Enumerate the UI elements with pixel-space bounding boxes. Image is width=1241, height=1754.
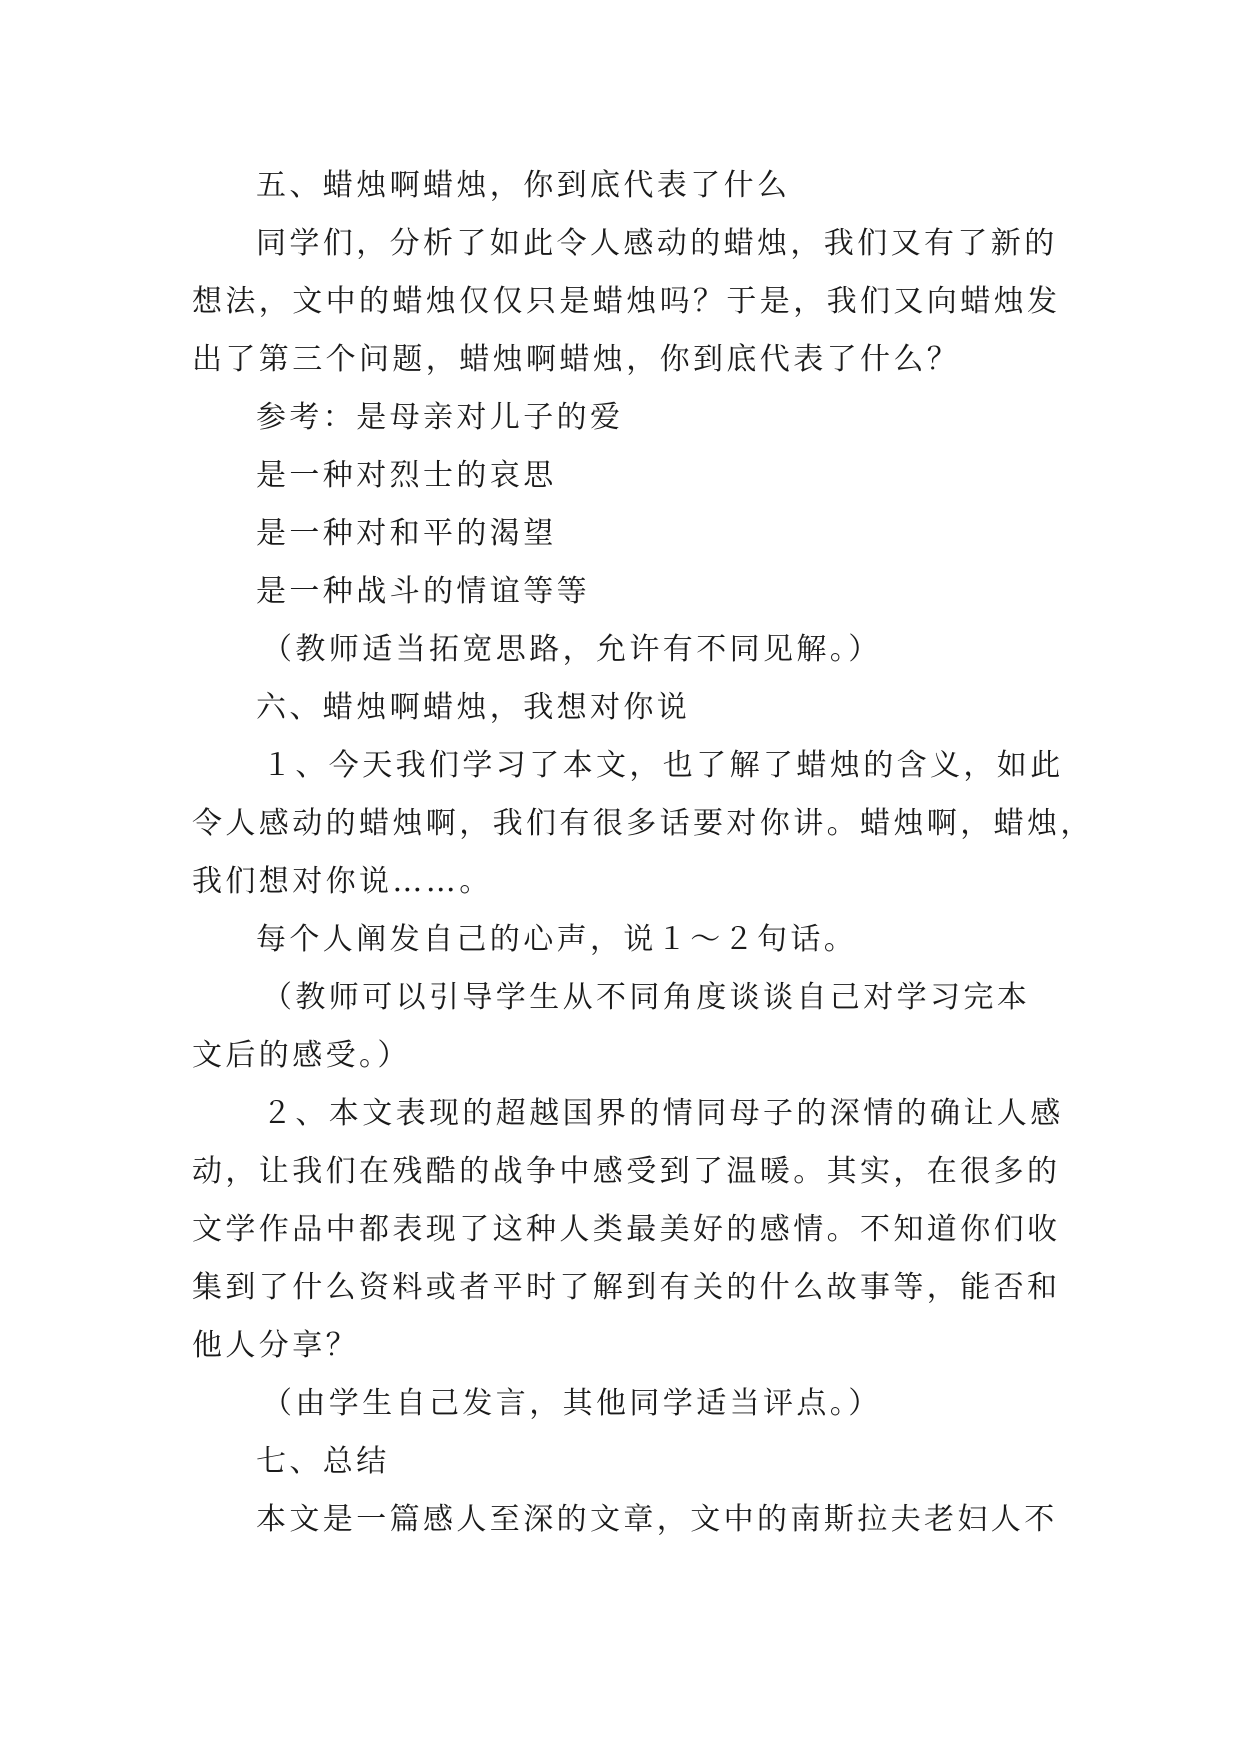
- paragraph-line: 是一种对烈士的哀思: [256, 458, 557, 493]
- paragraph-line: 令人感动的蜡烛啊，我们有很多话要对你讲。蜡烛啊，蜡烛，: [192, 806, 1094, 841]
- paragraph-line: 动，让我们在残酷的战争中感受到了温暖。其实，在很多的: [192, 1154, 1061, 1189]
- paragraph-line: ２、本文表现的超越国界的情同母子的深情的确让人感: [262, 1096, 1064, 1131]
- paragraph-note: （教师可以引导学生从不同角度谈谈自己对学习完本: [262, 980, 1031, 1015]
- paragraph-line: 参考：是母亲对儿子的爱: [256, 400, 624, 435]
- heading-section-5: 五、蜡烛啊蜡烛，你到底代表了什么: [256, 168, 791, 203]
- paragraph-note: （教师适当拓宽思路，允许有不同见解。）: [262, 632, 882, 667]
- paragraph-line: 是一种战斗的情谊等等: [256, 574, 590, 609]
- heading-section-7: 七、总结: [256, 1444, 390, 1479]
- paragraph-line: 本文是一篇感人至深的文章，文中的南斯拉夫老妇人不: [256, 1502, 1058, 1537]
- paragraph-line: 想法，文中的蜡烛仅仅只是蜡烛吗？于是，我们又向蜡烛发: [192, 284, 1061, 319]
- paragraph-line: 文学作品中都表现了这种人类最美好的感情。不知道你们收: [192, 1212, 1061, 1247]
- paragraph-line: 是一种对和平的渴望: [256, 516, 557, 551]
- paragraph-line: 集到了什么资料或者平时了解到有关的什么故事等，能否和: [192, 1270, 1061, 1305]
- paragraph-line: 出了第三个问题，蜡烛啊蜡烛，你到底代表了什么？: [192, 342, 961, 377]
- paragraph-line: 我们想对你说……。: [192, 864, 493, 899]
- paragraph-line: １、今天我们学习了本文，也了解了蜡烛的含义，如此: [262, 748, 1064, 783]
- paragraph-line: 文后的感受。）: [192, 1038, 411, 1073]
- heading-section-6: 六、蜡烛啊蜡烛，我想对你说: [256, 690, 691, 725]
- paragraph-note: （由学生自己发言，其他同学适当评点。）: [262, 1386, 882, 1421]
- paragraph-line: 他人分享？: [192, 1328, 359, 1363]
- paragraph-line: 同学们，分析了如此令人感动的蜡烛，我们又有了新的: [256, 226, 1058, 261]
- paragraph-line: 每个人阐发自己的心声，说１～２句话。: [256, 922, 858, 957]
